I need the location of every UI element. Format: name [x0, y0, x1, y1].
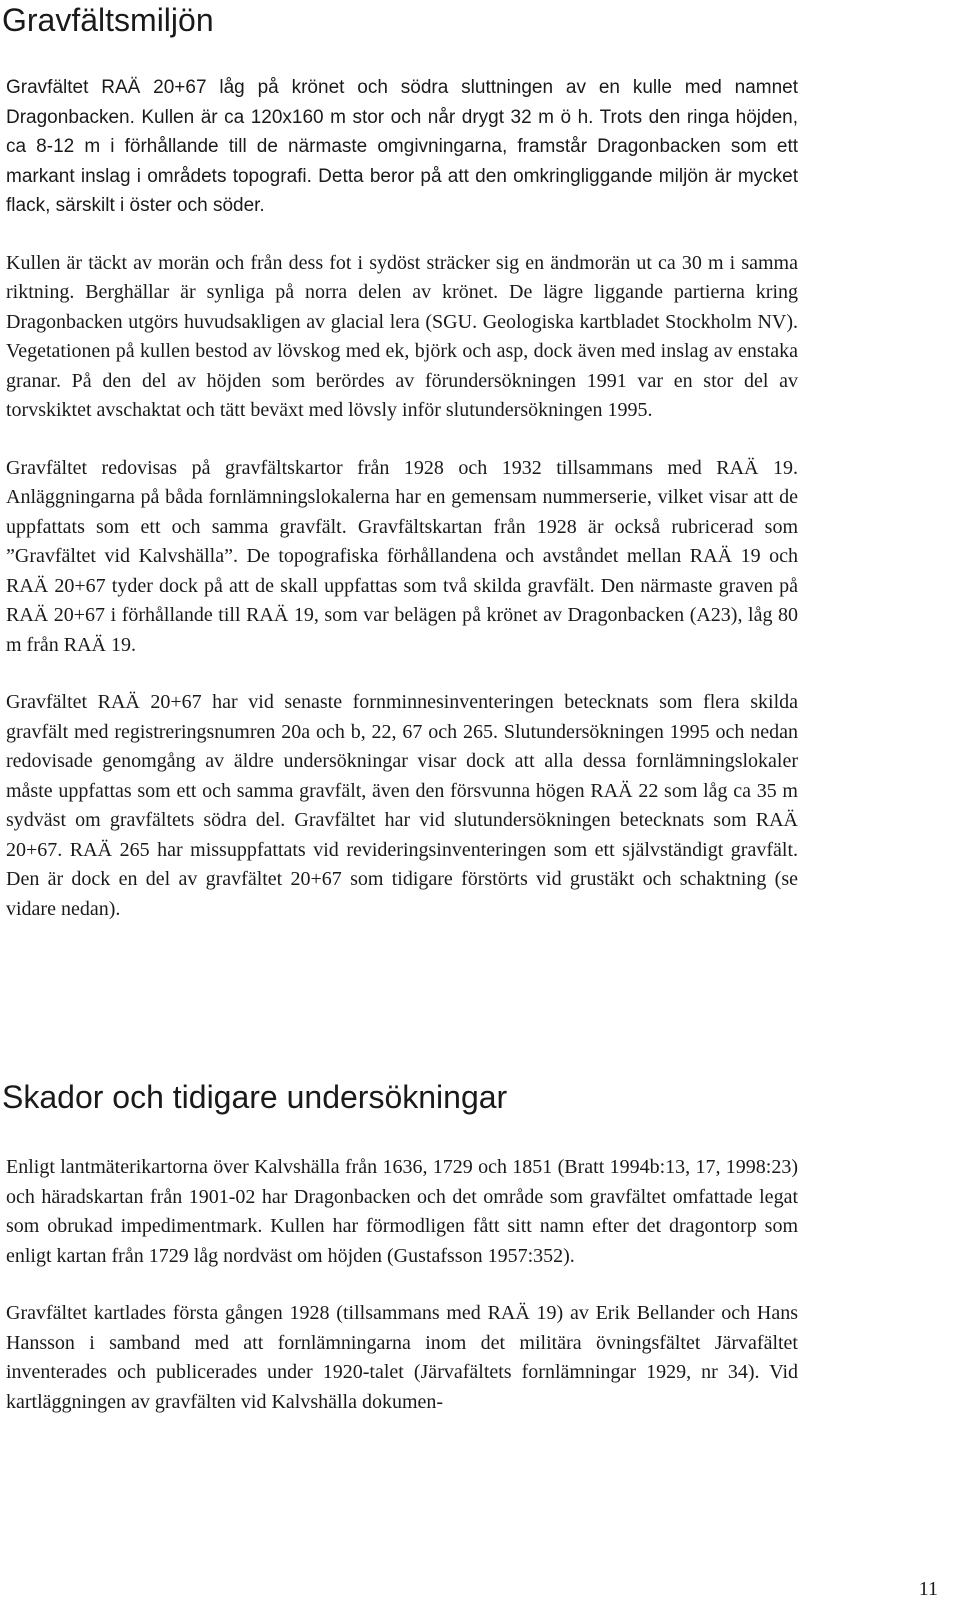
- paragraph-fornminnesinventering: Gravfältet RAÄ 20+67 har vid senaste fornminnesinventeringen betecknats som flera skilda gravfält med registreringsnumren 20a och b, 22, 67 och 265. Slutundersökningen 1995 och nedan redovisade genomgång av äldre undersökningar visar dock att alla dessa fornlämningslokaler måste uppfattas som ett och samma gravfält, även den försvunna högen RAÄ 22 som låg ca 35 m sydväst om gravfältets södra del. Gravfältet har vid slutundersökningen betecknats som RAÄ 20+67. RAÄ 265 har missuppfattats vid revideringsinventeringen som ett självständigt gravfält. Den är dock en del av gravfältet 20+67 som tidigare förstörts vid grustäkt och schaktning (se vidare nedan).: [6, 691, 798, 920]
- paragraph-gravfaltskartor: Gravfältet redovisas på gravfältskartor från 1928 och 1932 tillsammans med RAÄ 19. Anläggningarna på båda fornlämningslokalerna har en gemensam nummerserie, vilket visar att de uppfattats som ett och samma gravfält. Gravfältskartan från 1928 är också rubricerad som ”Gravfältet vid Kalvshälla”. De topografiska förhållandena och avståndet mellan RAÄ 19 och RAÄ 20+67 tyder dock på att de skall uppfattas som två skilda gravfält. Den närmaste graven på RAÄ 20+67 i förhållande till RAÄ 19, som var belägen på krönet av Dragonbacken (A23), låg 80 m från RAÄ 19.: [6, 456, 798, 656]
- section-heading-skador: Skador och tidigare undersökningar: [2, 1079, 508, 1115]
- section-skador-body: [6, 1153, 798, 1417]
- paragraph-lantmaterikartor: Enligt lantmäterikartorna över Kalvshälla från 1636, 1729 och 1851 (Bratt 1994b:13, 17, 1998:23) och häradskartan från 1901-02 har Dragonbacken och det område som gravfältet omfattade legat som obrukad impedimentmark. Kullen har förmodligen fått sitt namn efter det dragontorp som enligt kartan från 1729 låg nordväst om höjden (Gustafsson 1957:352).: [6, 1156, 798, 1267]
- paragraph-kartlades: Gravfältet kartlades första gången 1928 (tillsammans med RAÄ 19) av Erik Bellander och Hans Hansson i samband med att fornlämningarna inom det militära övningsfältet Järvafältet inventerades och publicerades under 1920-talet (Järvafältets fornlämningar 1929, nr 34). Vid kartläggningen av gravfälten vid Kalvshälla dokumen-: [6, 1302, 798, 1413]
- section-gravfaltsmiljon-body: [6, 73, 798, 924]
- paragraph-geology: Kullen är täckt av morän och från dess fot i sydöst sträcker sig en ändmorän ut ca 30 m i samma riktning. Berghällar är synliga på norra delen av krönet. De lägre liggande partierna kring Dragonbacken utgörs huvudsakligen av glacial lera (SGU. Geologiska kartbladet Stockholm NV). Vegetationen på kullen bestod av lövskog med ek, björk och asp, dock även med inslag av enstaka granar. På den del av höjden som berördes av förundersökningen 1991 var en stor del av torvskiktet avschaktat och tätt beväxt med lövsly inför slutundersökningen 1995.: [6, 251, 798, 421]
- paragraph-topography: Gravfältet RAÄ 20+67 låg på krönet och södra sluttningen av en kulle med namnet Dragonbacken. Kullen är ca 120x160 m stor och når drygt 32 m ö h. Trots den ringa höjden, ca 8-12 m i förhållande till de närmaste omgivningarna, framstår Dragonbacken som ett markant inslag i områdets topografi. Detta beror på att den omkringliggande miljön är mycket flack, särskilt i öster och söder.: [6, 77, 798, 216]
- section-heading-gravfaltsmiljon: Gravfältsmiljön: [2, 2, 214, 38]
- page-number: 11: [918, 1578, 938, 1600]
